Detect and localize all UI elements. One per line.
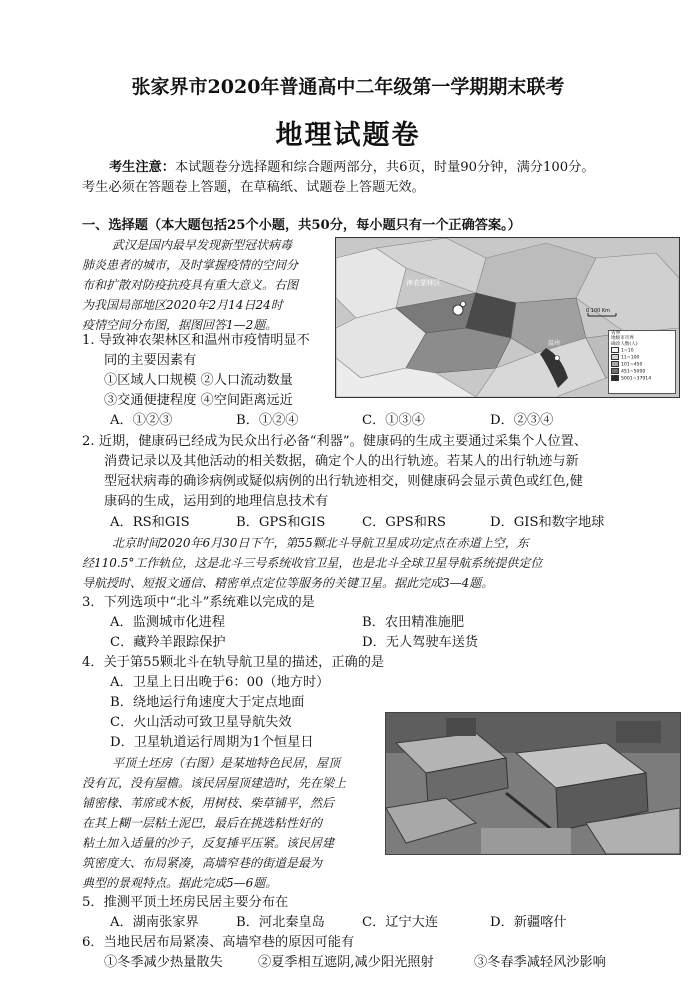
passage1-line-4: 为我国局部地区2020年2月14日24时 bbox=[82, 298, 283, 312]
q5-choice-b: B．河北秦皇岛 bbox=[236, 915, 325, 930]
notice-text-1: 本试题卷分选择题和综合题两部分，共6页，时量90分钟，满分100分。 bbox=[174, 160, 595, 175]
passage1-line-2: 肺炎患者的城市，及时掌握疫情的空间分 bbox=[82, 258, 299, 272]
q1-stem-1: 1. 导致神农架林区和温州市疫情明显不 bbox=[82, 333, 310, 348]
passage1-line-1: 武汉是国内最早发现新型冠状病毒 bbox=[112, 238, 293, 252]
legend-swatch-3 bbox=[611, 361, 619, 367]
passage2-line-3: 导航授时、短报文通信、精密单点定位等服务的关键卫星。据此完成3—4题。 bbox=[82, 576, 494, 590]
q4-choice-d: D．卫星轨道运行周期为1个恒星日 bbox=[110, 735, 314, 750]
legend-swatch-1 bbox=[611, 347, 619, 353]
passage3-line-3: 铺密椽、苇席或木板，用树枝、柴草铺平，然后 bbox=[82, 796, 335, 810]
passage2-line-2: 经110.5°工作轨位，这是北斗三号系统收官卫星，也是北斗全球卫星导航系统提供定位 bbox=[82, 556, 543, 570]
legend-title-province: 省界 bbox=[611, 331, 621, 336]
legend-title-city: 地级市市界 bbox=[611, 336, 634, 342]
notice-label: 考生注意： bbox=[109, 160, 175, 175]
legend-item-4: 451~5000 bbox=[609, 368, 675, 375]
passage1-line-5: 疫情空间分布图，据图回答1—2题。 bbox=[82, 318, 278, 332]
q5-choice-c: C．辽宁大连 bbox=[362, 915, 439, 930]
q6-option-2: ②夏季相互遮阴,减少阳光照射 bbox=[258, 955, 434, 970]
q2-choice-d: D．GIS和数字地球 bbox=[490, 515, 605, 530]
q6-option-3: ③冬春季减轻风沙影响 bbox=[474, 955, 606, 970]
q6-option-1: ①冬季减少热量散失 bbox=[104, 955, 223, 970]
epidemic-map bbox=[335, 237, 680, 398]
q3-choice-d: D．无人驾驶车送货 bbox=[362, 635, 479, 650]
q3-choice-c: C．藏羚羊跟踪保护 bbox=[110, 635, 226, 650]
map-label-shennongjia: 神农架林区 bbox=[406, 279, 441, 287]
q1-choice-c: C．①③④ bbox=[362, 413, 425, 428]
passage2-line-1: 北京时间2020年6月30日下午，第55颗北斗导航卫星成功定点在赤道上空，东 bbox=[112, 536, 529, 550]
q3-choice-a: A．监测城市化进程 bbox=[110, 615, 226, 630]
q1-choice-d: D．②③④ bbox=[490, 413, 554, 428]
map-label-wenzhou: 温州 bbox=[548, 340, 561, 347]
passage3-line-1: 平顶土坯房（右图）是某地特色民居，屋顶 bbox=[112, 756, 341, 770]
legend-item-1: 1~10 bbox=[609, 347, 675, 354]
q2-line-4: 康码的生成，运用到的地理信息技术有 bbox=[104, 494, 329, 509]
q4-choice-c: C．火山活动可致卫星导航失效 bbox=[110, 715, 292, 730]
passage3-line-5: 粘土加入适量的沙子，反复捶平压紧。该民居建 bbox=[82, 836, 335, 850]
notice-line-1 bbox=[109, 158, 595, 178]
passage1-line-3: 布和扩散对防疫抗疫具有重大意义。右图 bbox=[82, 278, 299, 292]
legend-swatch-4 bbox=[611, 368, 619, 374]
legend-item-2: 11~100 bbox=[609, 354, 675, 361]
notice-line-2: 考生必须在答题卷上答题，在草稿纸、试题卷上答题无效。 bbox=[82, 180, 425, 195]
legend-title-count: 确诊人数(人) bbox=[611, 341, 638, 347]
flat-roof-house-photo bbox=[385, 712, 681, 855]
q4-choice-b: B．绕地运行角速度大于定点地面 bbox=[110, 695, 305, 710]
q1-stem-2: 同的主要因素有 bbox=[104, 353, 197, 368]
q4-stem: 4．关于第55颗北斗在轨导航卫星的描述，正确的是 bbox=[82, 655, 385, 670]
q1-options-row-2: ③交通便捷程度 ④空间距离远近 bbox=[104, 393, 293, 408]
exam-title: 张家界市2020年普通高中二年级第一学期期末联考 bbox=[131, 76, 565, 98]
q2-line-1: 2. 近期，健康码已经成为民众出行必备“利器”。健康码的生成主要通过采集个人位置、 bbox=[82, 434, 588, 449]
q2-choice-a: A．RS和GIS bbox=[110, 515, 190, 530]
q5-choice-d: D．新疆喀什 bbox=[490, 915, 567, 930]
legend-swatch-2 bbox=[611, 354, 619, 360]
section-heading: 一、选择题（本大题包括25个小题，共50分，每小题只有一个正确答案。） bbox=[82, 218, 521, 233]
q1-options-row-1: ①区域人口规模 ②人口流动数量 bbox=[104, 373, 293, 388]
passage3-line-6: 筑密度大、布局紧凑，高墙窄巷的街道是最为 bbox=[82, 856, 323, 870]
q2-line-2: 消费记录以及其他活动的相关数据，确定个人的出行轨迹。若某人的出行轨迹与新 bbox=[104, 454, 579, 469]
subject-title: 地理试题卷 bbox=[275, 120, 421, 151]
map-scale-label: 0 100 Km bbox=[586, 308, 611, 314]
passage3-line-7: 典型的景观特点。据此完成5—6题。 bbox=[82, 876, 278, 890]
q1-choice-b: B．①②④ bbox=[236, 413, 299, 428]
q2-choice-c: C．GPS和RS bbox=[362, 515, 446, 530]
q2-line-3: 型冠状病毒的确诊病例或疑似病例的出行轨迹相交，则健康码会显示黄色或红色,健 bbox=[104, 474, 583, 489]
map-legend bbox=[608, 330, 676, 394]
legend-item-3: 101~450 bbox=[609, 361, 675, 368]
q4-choice-a: A．卫星上日出晚于6：00（地方时） bbox=[110, 675, 330, 690]
q3-stem: 3．下列选项中“北斗”系统难以完成的是 bbox=[82, 595, 315, 610]
photo-graphic bbox=[386, 713, 680, 854]
q1-choice-a: A．①②③ bbox=[110, 413, 173, 428]
q5-choice-a: A．湖南张家界 bbox=[110, 915, 199, 930]
q5-stem: 5．推测平顶土坯房民居主要分布在 bbox=[82, 895, 289, 910]
passage3-line-4: 在其上糊一层粘土泥巴，最后在挑选粘性好的 bbox=[82, 816, 323, 830]
passage3-line-2: 没有瓦，没有屋檐。该民居屋顶建造时，先在梁上 bbox=[82, 776, 347, 790]
q3-choice-b: B．农田精准施肥 bbox=[362, 615, 465, 630]
q2-choice-b: B．GPS和GIS bbox=[236, 515, 326, 530]
q6-stem: 6．当地民居布局紧凑、高墙窄巷的原因可能有 bbox=[82, 935, 355, 950]
legend-swatch-5 bbox=[611, 375, 619, 381]
legend-item-5: 5001~37914 bbox=[609, 375, 675, 382]
